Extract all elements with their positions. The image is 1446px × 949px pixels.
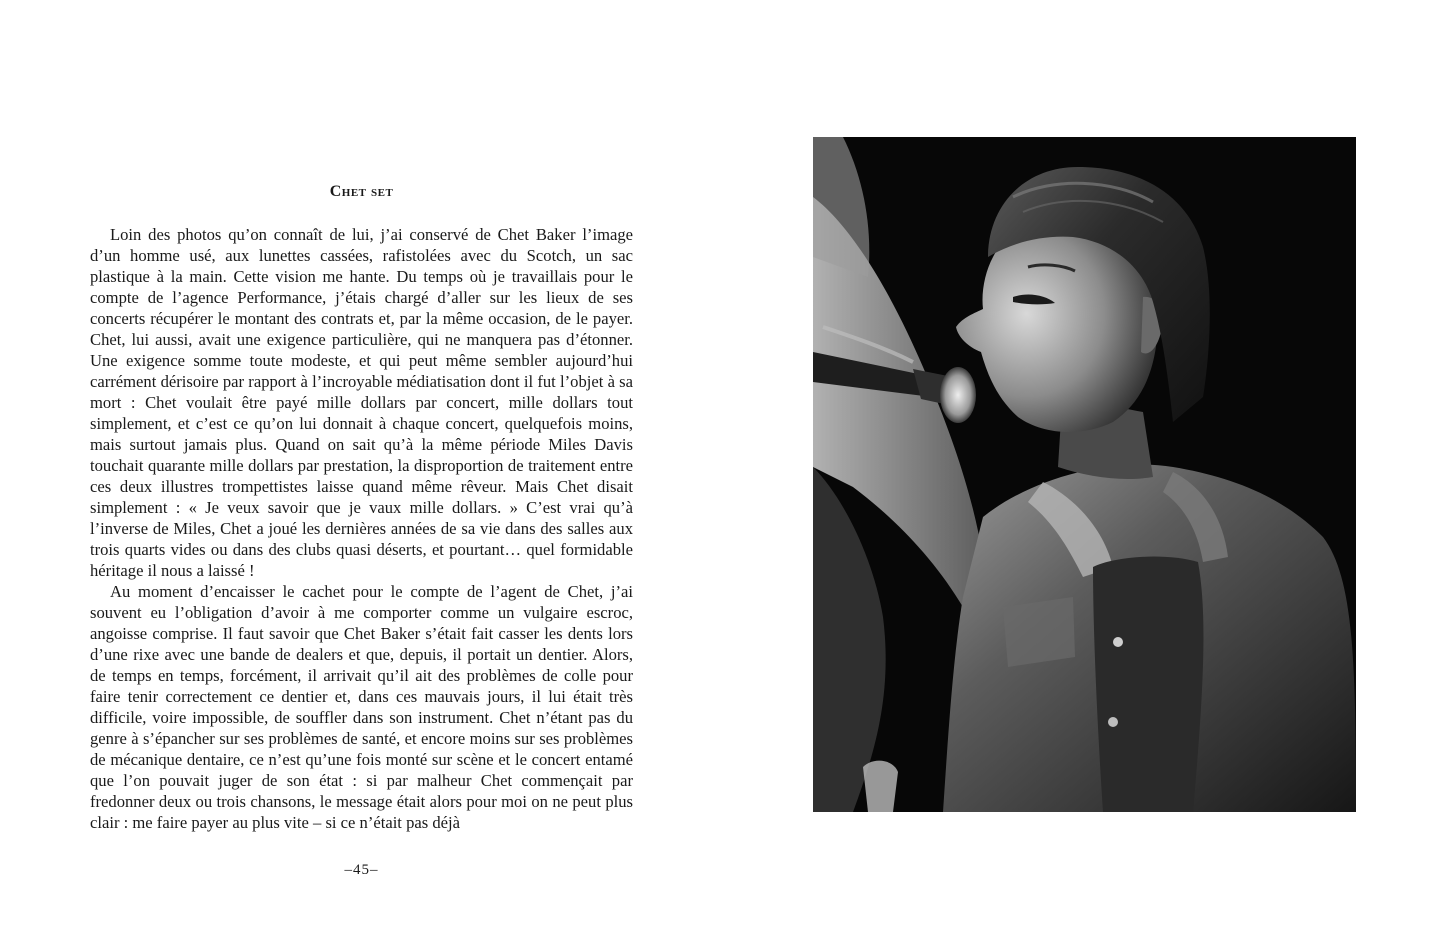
photo-illustration — [813, 137, 1356, 812]
left-page — [90, 0, 633, 949]
chapter-title: Chet set — [329, 183, 394, 200]
paragraph-2: Au moment d’encaisser le cachet pour le compte de l’agent de Chet, j’ai souvent eu l’obligation d’avoir à me comporter comme un vulgaire escroc, angoisse comprise. Il faut savoir que Chet Baker s’était fait casser les dents lors d’une rixe avec une bande de dealers et que, depuis, il portait un dentier. Alors, de temps en temps, forcément, il arrivait qu’il ait des problèmes de colle pour faire tenir correctement ce dentier et, dans ces mauvais jours, il lui était très difficile, voire impossible, de souffler dans son instrument. Chet n’étant pas du genre à s’épancher sur ses problèmes de santé, et encore moins sur ses problèmes de mécanique dentaire, ce n’est qu’une fois monté sur scène et le concert entamé que l’on pouvait juger de son état : si par malheur Chet commençait par fredonner deux ou trois chansons, le message était alors pour moi on ne peut plus clair : me faire payer au plus vite – si ce n’était pas déjà — [90, 582, 633, 832]
jacket-button-1 — [1113, 637, 1123, 647]
trumpet-bell — [863, 761, 898, 812]
paragraph-1: Loin des photos qu’on connaît de lui, j’ai conservé de Chet Baker l’image d’un homme usé, aux lunettes cassées, rafistolées avec du Scotch, un sac plastique à la main. Cette vision me hante. Du temps où je travaillais pour le compte de l’agence Performance, j’étais chargé d’aller sur les lieux de ses concerts récupérer le montant des contrats et, par la même occasion, de le payer. Chet, lui aussi, avait une exigence particulière, qui ne manquera pas d’étonner. Une exigence somme toute modeste, et qui peut même sembler aujourd’hui carrément dérisoire par rapport à l’incroyable médiatisation dont il fut l’objet à sa mort : Chet voulait être payé mille dollars par concert, mille dollars tout simplement, et c’est ce qu’on lui donnait à chaque concert, quelquefois moins, mais surtout jamais plus. Quand on sait qu’à la même période Miles Davis touchait quarante mille dollars par prestation, la disproportion de traitement entre ces deux illustres trompettistes laisse quand même rêveur. Mais Chet disait simplement : « Je veux savoir que je vaux mille dollars. » C’est vrai qu’à l’inverse de Miles, Chet a joué les dernières années de sa vie dans des salles aux trois quarts vides ou dans des clubs quasi déserts, et pourtant… quel formidable héritage il nous a laissé ! — [90, 225, 633, 580]
page-number: –45– — [344, 862, 379, 878]
jacket-button-2 — [1108, 717, 1118, 727]
musician-photo — [813, 137, 1356, 812]
body-text — [90, 224, 633, 833]
